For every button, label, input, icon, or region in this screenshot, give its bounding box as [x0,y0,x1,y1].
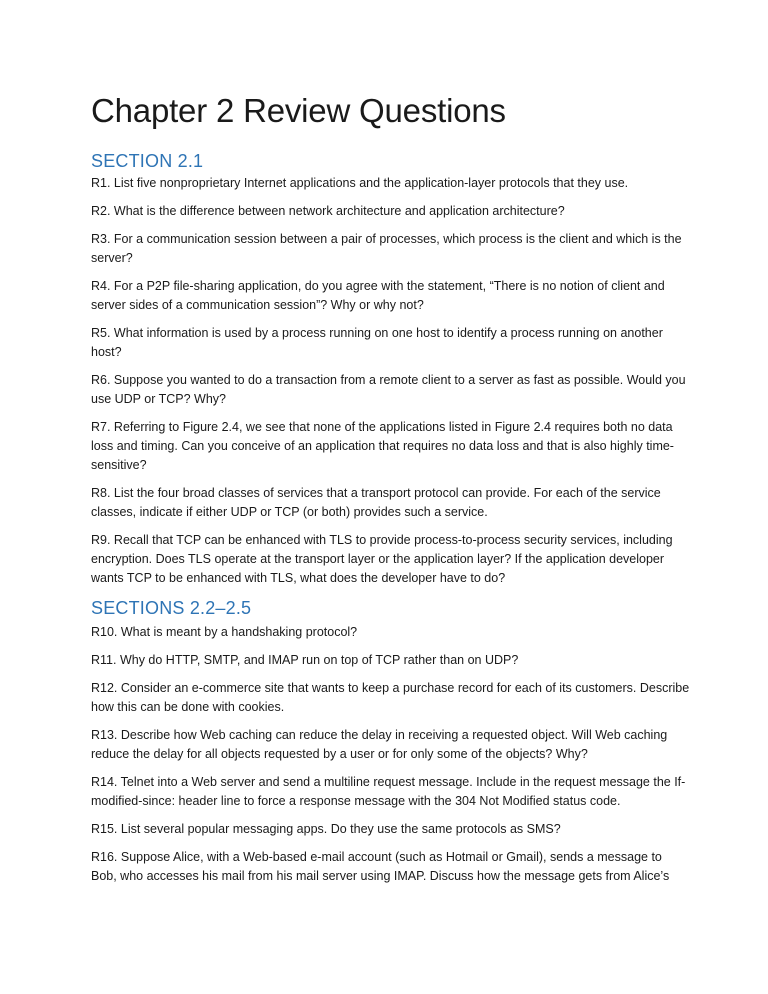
question-list-sections-2-2-to-2-5 [91,623,691,895]
question-r15: R15. List several popular messaging apps. Do they use the same protocols as SMS? [91,822,561,836]
page-title: Chapter 2 Review Questions [91,92,506,129]
question-r8: R8. List the four broad classes of services that a transport protocol can provide. For each of the service classes, indicate if either UDP or TCP (or both) provides such a service. [91,486,661,519]
question-r2: R2. What is the difference between network architecture and application architecture? [91,204,565,218]
question-list-section-2-1 [91,174,691,597]
question-r7: R7. Referring to Figure 2.4, we see that none of the applications listed in Figure 2.4 requires both no data loss and timing. Can you conceive of an application that requires no data loss and that is also highly time-sensitive? [91,420,674,472]
question-r4: R4. For a P2P file-sharing application, do you agree with the statement, “There is no notion of client and server sides of a communication session”? Why or why not? [91,279,665,312]
question-r6: R6. Suppose you wanted to do a transaction from a remote client to a server as fast as possible. Would you use UDP or TCP? Why? [91,373,686,406]
section-heading-2-2-to-2-5: SECTIONS 2.2–2.5 [91,598,252,618]
question-r5: R5. What information is used by a process running on one host to identify a process running on another host? [91,326,663,359]
question-r10: R10. What is meant by a handshaking protocol? [91,625,358,639]
section-heading-2-1: SECTION 2.1 [91,151,204,171]
question-r3: R3. For a communication session between a pair of processes, which process is the client and which is the server? [91,232,682,265]
question-r16: R16. Suppose Alice, with a Web-based e-mail account (such as Hotmail or Gmail), sends a message to Bob, who accesses his mail from his mail server using IMAP. Discuss how the message gets from Alice’s [91,850,670,883]
question-r12: R12. Consider an e-commerce site that wants to keep a purchase record for each of its customers. Describe how this can be done with cookies. [91,681,690,714]
question-r1: R1. List five nonproprietary Internet applications and the application-layer protocols that they use. [91,176,629,190]
question-r14: R14. Telnet into a Web server and send a multiline request message. Include in the request message the If-modified-since: header line to force a response message with the 304 Not Modified status code. [91,775,686,808]
question-r11: R11. Why do HTTP, SMTP, and IMAP run on top of TCP rather than on UDP? [91,653,519,667]
question-r13: R13. Describe how Web caching can reduce the delay in receiving a requested object. Will Web caching reduce the delay for all objects requested by a user or for only some of the objects? Why? [91,728,668,761]
question-r9: R9. Recall that TCP can be enhanced with TLS to provide process-to-process security services, including encryption. Does TLS operate at the transport layer or the application layer? If the application developer wants TCP to be enhanced with TLS, what does the developer have to do? [91,533,673,585]
